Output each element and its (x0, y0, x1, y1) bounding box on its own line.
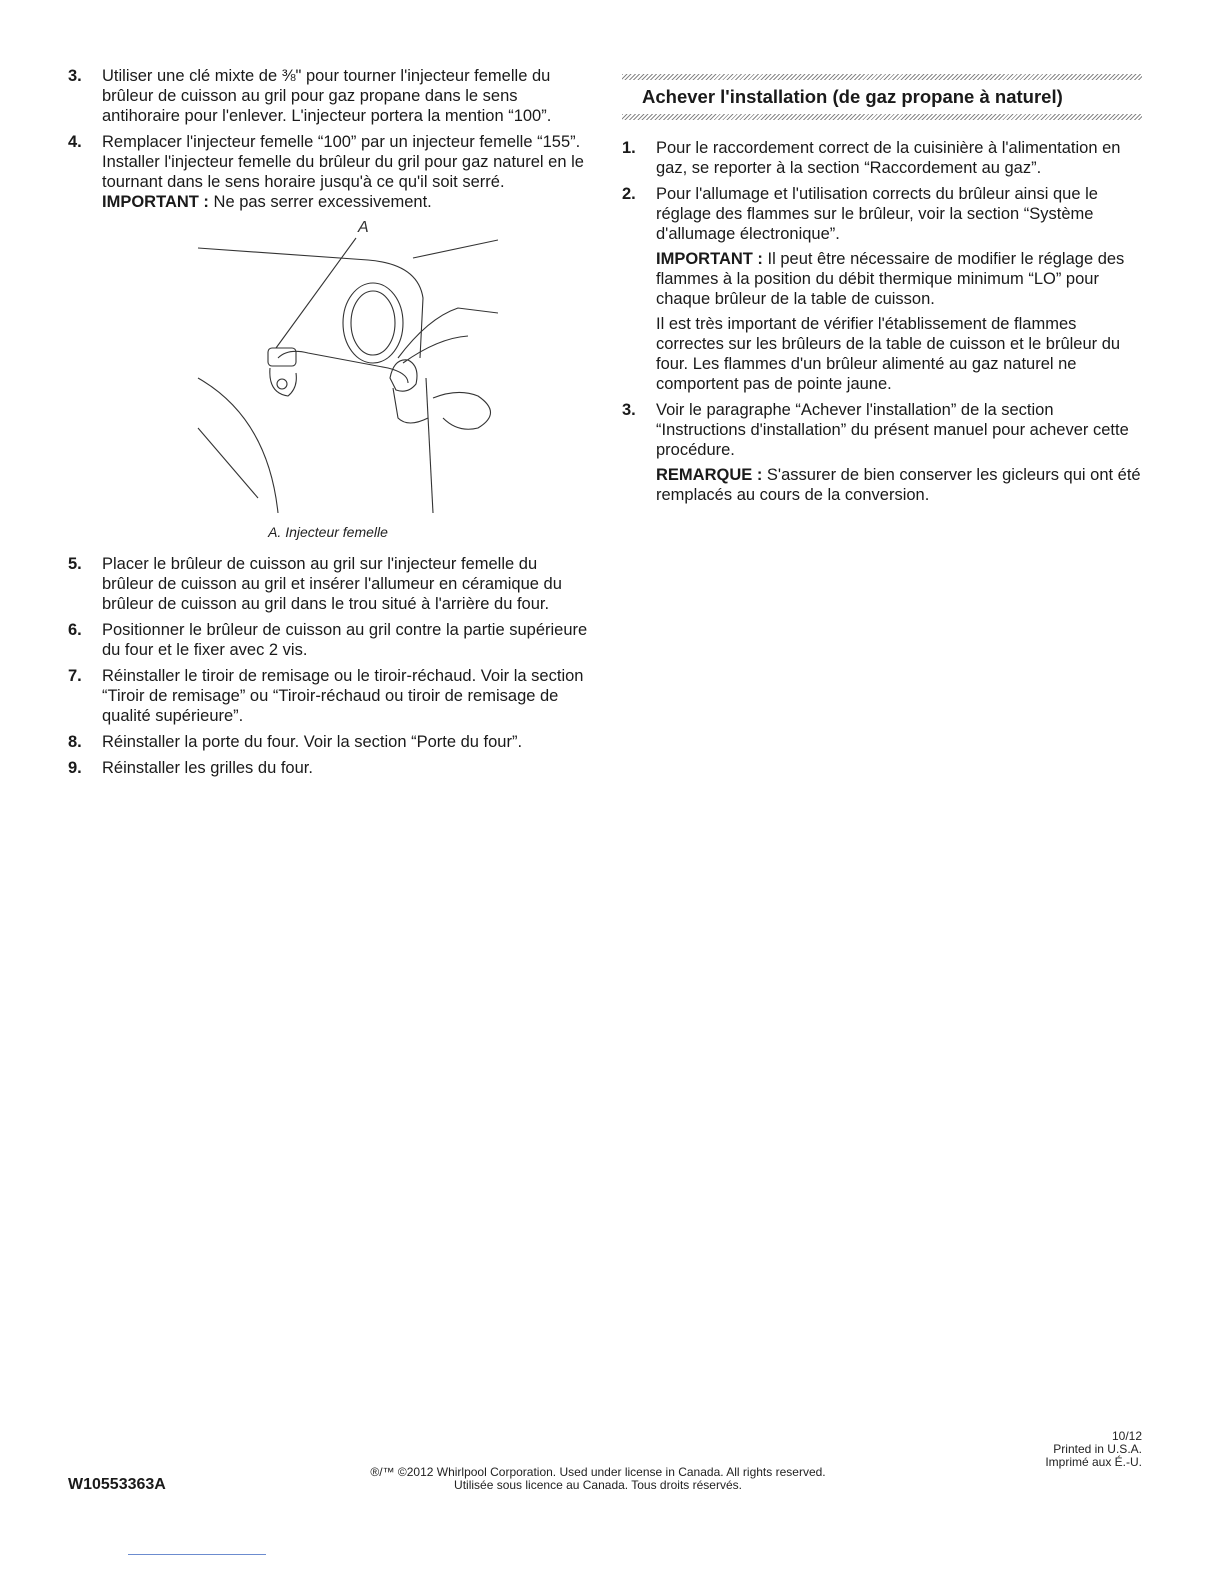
step-9-left (68, 758, 588, 778)
section-title: Achever l'installation (de gaz propane à naturel) (642, 86, 1063, 107)
page-footer (68, 1430, 1142, 1500)
left-column (68, 66, 588, 784)
step-4-left (68, 132, 588, 212)
step-text: Réinstaller la porte du four. Voir la section “Porte du four”. (102, 733, 523, 751)
right-column (622, 66, 1142, 511)
remark-text: S'assurer de bien conserver les gicleurs qui ont été remplacés au cours de la conversion. (656, 466, 1141, 504)
injector-illustration (158, 218, 498, 518)
section-header (622, 66, 1142, 128)
important-label: IMPORTANT : (656, 250, 763, 268)
step-7-left (68, 666, 588, 726)
step-3-right (622, 400, 1142, 505)
remark-label: REMARQUE : (656, 466, 763, 484)
important-text: Ne pas serrer excessivement. (208, 193, 432, 211)
figure-callout-a: A (358, 219, 369, 236)
step-text: Réinstaller les grilles du four. (102, 759, 313, 777)
document-id: W10553363A (68, 1476, 166, 1493)
step-number: 7. (68, 667, 82, 685)
step-1-right (622, 138, 1142, 178)
figure-caption: A. Injecteur femelle (268, 524, 388, 540)
step-8-left (68, 732, 588, 752)
legal-notice (328, 1466, 868, 1492)
important-label: IMPORTANT : (102, 193, 209, 211)
header-hatch-bottom (622, 114, 1142, 120)
printed-in: Printed in U.S.A. (1053, 1442, 1142, 1456)
step-6-left (68, 620, 588, 660)
step-text: Pour l'allumage et l'utilisation corrects du brûleur ainsi que le réglage des flammes sur le brûleur, voir la section “Système d'allumage électronique”. (656, 185, 1098, 243)
step-text: Positionner le brûleur de cuisson au gril contre la partie supérieure du four et le fixer avec 2 vis. (102, 621, 588, 659)
step-number: 6. (68, 621, 82, 639)
step-number: 3. (622, 401, 636, 419)
print-date: 10/12 (1111, 1429, 1142, 1443)
imprime-aux: Imprimé aux É.-U. (1045, 1455, 1142, 1469)
injector-figure (68, 218, 588, 540)
step-number: 9. (68, 759, 82, 777)
step-3-left (68, 66, 588, 126)
step-2-right (622, 184, 1142, 394)
step-text: Utiliser une clé mixte de ⅜" pour tourner l'injecteur femelle du brûleur de cuisson au gril pour gaz propane dans le sens antihoraire pour l'enlever. L'injecteur portera la mention “100”. (102, 67, 552, 125)
step-number: 1. (622, 139, 636, 157)
step-text: Pour le raccordement correct de la cuisinière à l'alimentation en gaz, se reporter à la section “Raccordement au gaz”. (656, 139, 1121, 177)
step-number: 3. (68, 67, 82, 85)
step-text: Placer le brûleur de cuisson au gril sur l'injecteur femelle du brûleur de cuisson au gril et insérer l'allumeur en céramique du brûleur de cuisson au gril dans le trou situé à l'arrière du four. (102, 555, 562, 613)
step-text: Réinstaller le tiroir de remisage ou le tiroir-réchaud. Voir la section “Tiroir de remisage” ou “Tiroir-réchaud ou tiroir de remisage de qualité supérieure”. (102, 667, 584, 725)
step-text: Voir le paragraphe “Achever l'installation” de la section “Instructions d'installation” du présent manuel pour achever cette procédure. (656, 401, 1129, 459)
step-text: Remplacer l'injecteur femelle “100” par un injecteur femelle “155”. Installer l'injecteur femelle du brûleur du gril pour gaz naturel en le tournant dans le sens horaire jusqu'à ce qu'il soit serré. (102, 133, 584, 191)
print-info (1045, 1430, 1142, 1469)
step-number: 8. (68, 733, 82, 751)
important-text: Il peut être nécessaire de modifier le réglage des flammes à la position du débit thermique minimum “LO” pour chaque brûleur de la table de cuisson. (656, 250, 1125, 308)
flame-note: Il est très important de vérifier l'établissement de flammes correctes sur les brûleurs de la table de cuisson et le brûleur du four. Les flammes d'un brûleur alimenté au gaz naturel ne comportent pas de pointe jaune. (656, 315, 1121, 393)
legal-line-1: ®/™ ©2012 Whirlpool Corporation. Used under license in Canada. All rights reserved. (370, 1465, 826, 1479)
step-number: 2. (622, 185, 636, 203)
step-5-left (68, 554, 588, 614)
legal-line-2: Utilisée sous licence au Canada. Tous droits réservés. (454, 1478, 742, 1492)
bottom-rule (128, 1554, 266, 1555)
step-number: 5. (68, 555, 82, 573)
step-number: 4. (68, 133, 82, 151)
